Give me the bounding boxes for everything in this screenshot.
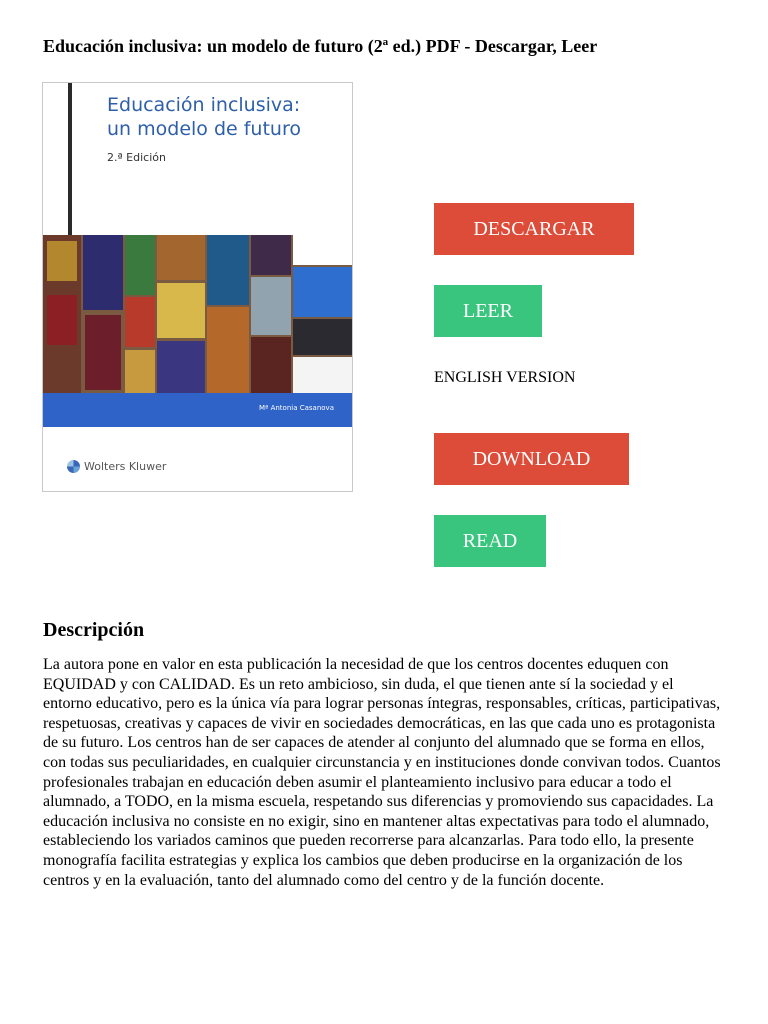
wolters-kluwer-logo-icon [67,460,80,473]
cover-publisher-name: Wolters Kluwer [84,460,167,473]
description-text: La autora pone en valor en esta publicación la necesidad de que los centros docentes eduquen con EQUIDAD y con CALIDAD. Es un reto ambicioso, sin duda, el que tienen ante sí la sociedad y el entorno educativo, pero es la única vía para lograr personas íntegras, responsables, críticas, participativas, respetuosas, creativas y capaces de vivir en sociedades democráticas, en las que cada uno es protagonista de su futuro. Los centros han de ser capaces de atender al conjunto del alumnado que se forma en ellos, con todas sus peculiaridades, en cualquier circunstancia y en instituciones donde convivan todos. Cuantos profesionales trabajan en educación deben asumir el planteamiento inclusivo para educar a todo el alumnado, a TODO, en la misma escuela, respetando sus diferencias y promoviendo sus capacidades. La educación inclusiva no consiste en no exigir, sino en mantener altas expectativas para todo el alumnado, estableciendo los variados caminos que pueden recorrerse para alcanzarlas. Para todo ello, la presente monografía facilita estrategias y explica los cambios que deben producirse en la organización de los centros y en la evaluación, tanto del alumnado como del centro y de la función docente. [43,656,721,889]
leer-button[interactable]: LEER [434,285,542,337]
cover-author: Mª Antonia Casanova [259,404,334,412]
cover-title: Educación inclusiva: un modelo de futuro [107,94,301,140]
cover-artwork [43,235,353,395]
download-button[interactable]: DOWNLOAD [434,433,629,485]
english-version-label: ENGLISH VERSION [434,369,576,386]
cover-publisher [67,460,166,473]
descargar-button[interactable]: DESCARGAR [434,203,634,255]
cover-author-band [43,393,353,427]
cover-spine-line [68,83,72,238]
page-title: Educación inclusiva: un modelo de futuro (2ª ed.) PDF - Descargar, Leer [43,36,598,56]
cover-edition: 2.ª Edición [107,151,166,164]
book-cover-image [42,82,353,492]
description-heading: Descripción [43,619,145,641]
read-button[interactable]: READ [434,515,546,567]
